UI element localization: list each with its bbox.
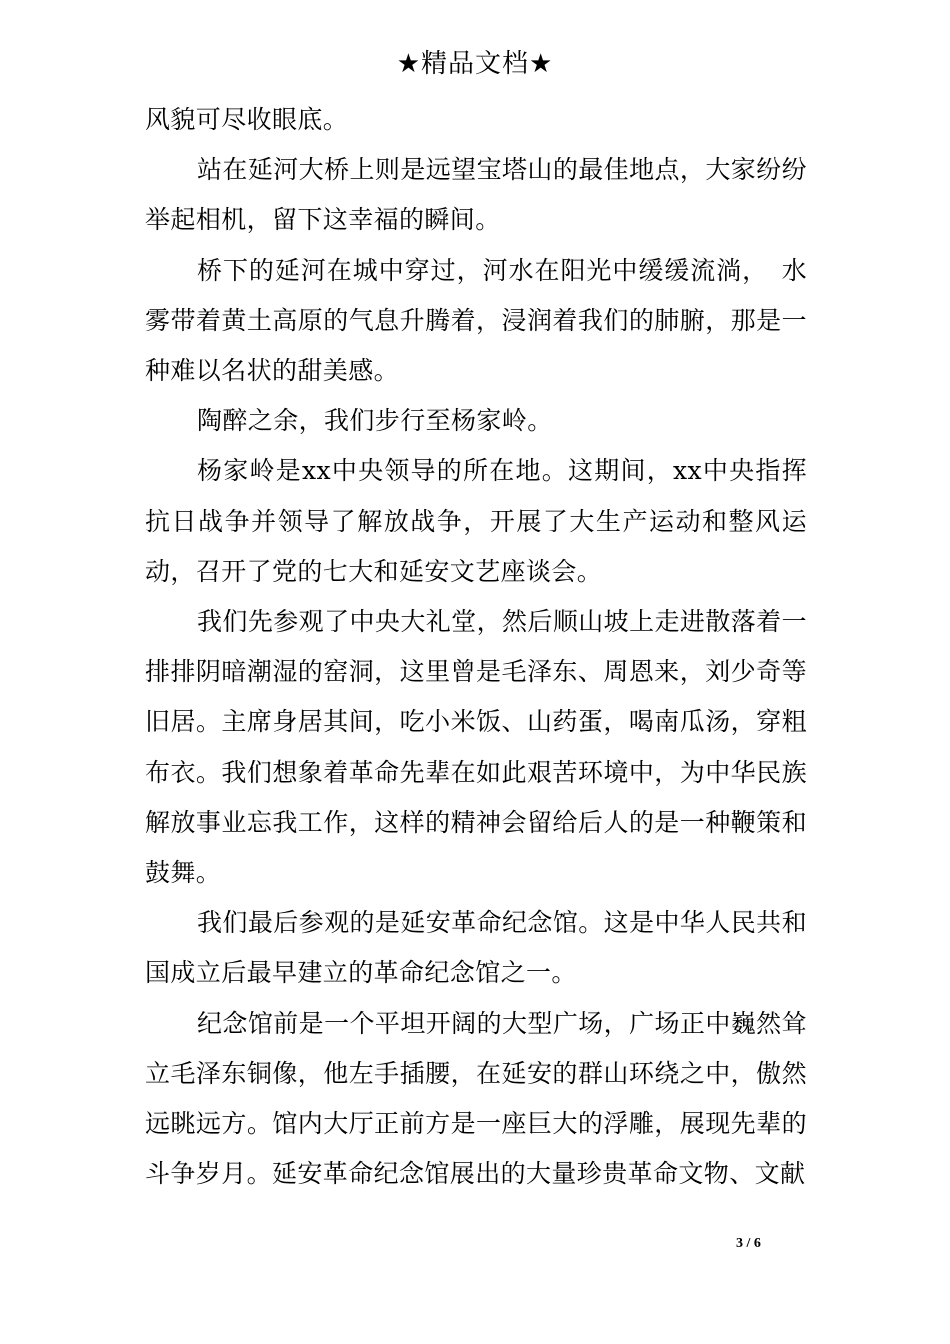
paragraph: 我们最后参观的是延安革命纪念馆。这是中华人民共和国成立后最早建立的革命纪念馆之一。 (145, 908, 807, 988)
paragraph-continuation: 风貌可尽收眼底。 (145, 105, 349, 134)
paragraph: 杨家岭是xx中央领导的所在地。这期间，xx中央指挥抗日战争并领导了解放战争，开展了大生产运动和整风运动，召开了党的七大和延安文艺座谈会。 (145, 456, 807, 586)
paragraph: 站在延河大桥上则是远望宝塔山的最佳地点，大家纷纷举起相机，留下这幸福的瞬间。 (145, 155, 807, 235)
page-number: 3 / 6 (736, 1236, 761, 1251)
page-header-title: ★精品文档★ (396, 49, 554, 79)
document-body (145, 95, 807, 1199)
paragraph: 纪念馆前是一个平坦开阔的大型广场，广场正中巍然耸立毛泽东铜像，他左手插腰，在延安的群山环绕之中，傲然远眺远方。馆内大厅正前方是一座巨大的浮雕，展现先辈的斗争岁月。延安革命纪念馆展出的大量珍贵革命文物、文献 (145, 1008, 807, 1189)
paragraph: 陶醉之余，我们步行至杨家岭。 (197, 406, 553, 436)
paragraph: 桥下的延河在城中穿过，河水在阳光中缓缓流淌， 水雾带着黄土高原的气息升腾着，浸润着我们的肺腑，那是一种难以名状的甜美感。 (145, 255, 807, 386)
paragraph: 我们先参观了中央大礼堂，然后顺山坡上走进散落着一排排阴暗潮湿的窑洞，这里曾是毛泽东、周恩来，刘少奇等旧居。主席身居其间，吃小米饭、山药蛋，喝南瓜汤，穿粗布衣。我们想象着革命先辈在如此艰苦环境中，为中华民族解放事业忘我工作，这样的精神会留给后人的是一种鞭策和鼓舞。 (145, 607, 807, 888)
